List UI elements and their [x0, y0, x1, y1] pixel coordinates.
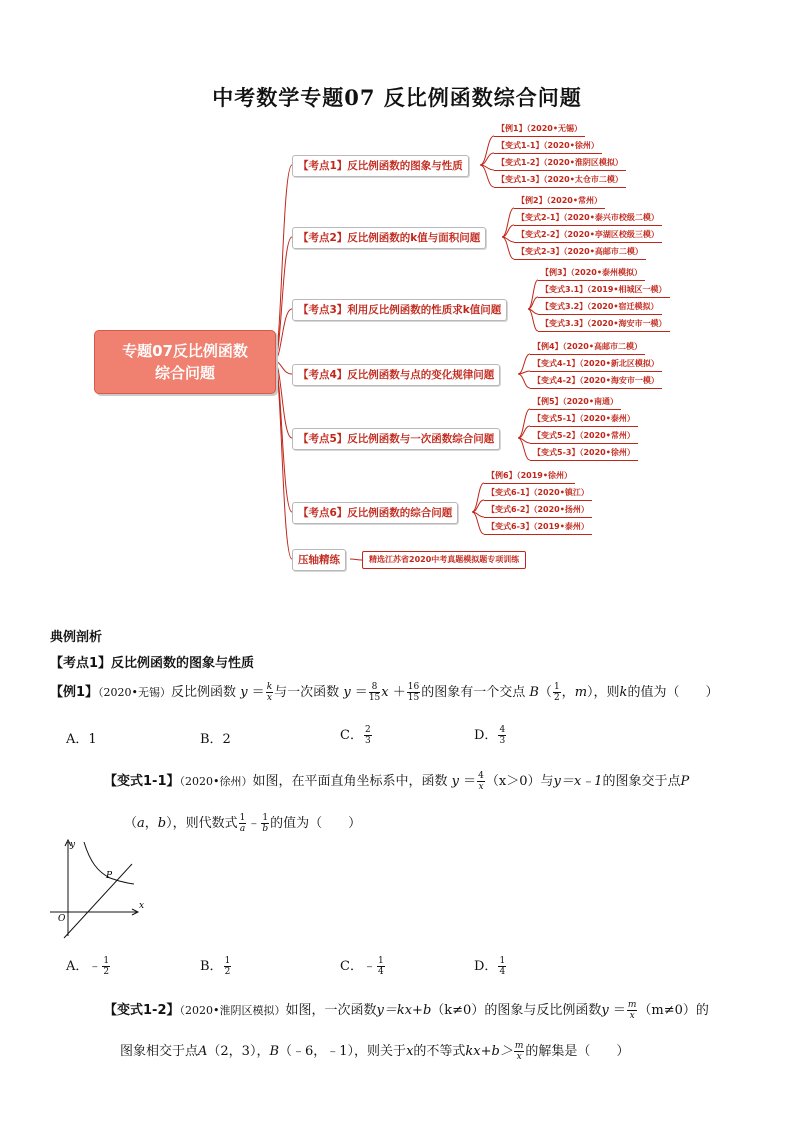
- fraction-den: x: [629, 1011, 635, 1021]
- fraction-num: 1: [103, 956, 110, 966]
- example-1: 【例1】（2020•无锡）反比例函数 y ＝ $\frac{k}{x}$ 与一次函数 y ＝ $\frac{8}{15}$ x ＋ $\frac{16}{15}$ 的图象有一个交点 B（ $\frac{1}{2}$ ，m），则k的值为（ ）: [50, 682, 719, 703]
- mindmap-node-3: 【考点3】利用反比例函数的性质求k值问题: [292, 299, 507, 321]
- mindmap-press-leaf: 精选江苏省2020中考真题模拟题专项训练: [362, 551, 526, 569]
- text: 的图象有一个交点: [421, 685, 526, 700]
- fraction-num: m: [514, 1041, 524, 1051]
- text: （: [124, 816, 138, 831]
- text: ，则: [593, 685, 620, 700]
- mindmap-leaf: 【变式1-2】（2020•淮阴区模拟）: [494, 155, 626, 171]
- topic-heading: 【考点1】反比例函数的图象与性质: [50, 656, 255, 671]
- mindmap-leaf: 【变式3.3】（2020•海安市一模）: [538, 316, 670, 332]
- mindmap-leaf: 【变式6-1】（2020•镇江）: [484, 485, 592, 501]
- mindmap-leaf: 【例4】（2020•高邮市二模）: [530, 339, 645, 355]
- inequality: kx+b＞: [465, 1044, 513, 1059]
- fraction-num: 16: [407, 682, 420, 692]
- fraction-num: 2: [364, 725, 371, 735]
- section-heading: 典例剖析: [50, 630, 103, 645]
- var-k: k: [619, 685, 628, 700]
- page-title: 中考数学专题07 反比例函数综合问题: [212, 85, 582, 110]
- graph-point-label: P: [106, 871, 113, 881]
- option-label: C．﹣: [340, 959, 376, 974]
- line-equation: y＝x﹣1: [553, 774, 603, 789]
- fraction-num: 1: [499, 956, 506, 966]
- option-label: D．: [474, 728, 498, 743]
- fraction-den: b: [262, 824, 269, 834]
- text: 如图，一次函数: [285, 1003, 377, 1018]
- fraction: [627, 1000, 638, 1021]
- mindmap-leaf: 【变式2-2】（2020•亭湖区校级三模）: [514, 227, 662, 243]
- mindmap-leaf: 【变式1-1】（2020•徐州）: [494, 138, 602, 154]
- fraction: [514, 1041, 525, 1062]
- fraction-den: 4: [377, 967, 384, 977]
- option-label: B．: [200, 959, 223, 974]
- v11-option-a: [66, 955, 111, 977]
- fraction-den: 3: [499, 736, 506, 746]
- fraction-num: 1: [377, 956, 384, 966]
- fraction-den: a: [239, 824, 246, 834]
- text: 的图象交于点: [602, 774, 681, 789]
- mindmap-leaf: 【变式4-1】（2020•新北区模拟）: [530, 356, 662, 372]
- mindmap-leaf: 【变式5-3】（2020•徐州）: [530, 445, 638, 461]
- variant-1-2: 【变式1-2】（2020•淮阴区模拟）如图，一次函数y＝kx+b（k≠0）的图象与反比例函数y ＝ $\frac{m}{x}$ （m≠0）的: [104, 1000, 709, 1021]
- mindmap-leaf: 【变式6-3】（2019•泰州）: [484, 519, 592, 535]
- text: （﹣6，﹣1），则关于: [279, 1044, 407, 1059]
- variant-source: （2020•徐州）: [179, 775, 253, 788]
- line-graph: [64, 864, 132, 938]
- example-tag: 【例1】: [50, 685, 99, 700]
- point-b: B: [269, 1044, 280, 1059]
- point-label: B: [529, 685, 539, 700]
- mindmap-leaf: 【变式5-1】（2020•泰州）: [530, 411, 638, 427]
- option-label: A．﹣: [66, 959, 102, 974]
- fraction-num: 8: [369, 682, 380, 693]
- text: 的解集是（ ）: [525, 1044, 630, 1059]
- mindmap-leaf: 【例6】（2019•徐州）: [484, 468, 575, 484]
- fraction-num: 1: [224, 956, 231, 966]
- text: 的值为（ ）: [270, 816, 362, 831]
- mindmap-node-1: 【考点1】反比例函数的图象与性质: [292, 155, 469, 177]
- v11-option-c: [340, 955, 386, 977]
- text: ），则代数式: [166, 816, 238, 831]
- text: 如图，在平面直角坐标系中，函数: [252, 774, 448, 789]
- fraction-den: 4: [499, 967, 506, 977]
- fraction: [553, 682, 561, 703]
- point-label: P: [680, 774, 690, 789]
- mindmap-leaf: 【例3】（2020•泰州模拟）: [538, 265, 645, 281]
- fraction: [407, 682, 420, 703]
- mindmap-root-line1: 专题07反比例函数: [122, 342, 248, 360]
- var-a: a: [137, 816, 145, 831]
- graph-y-label: y: [70, 840, 76, 850]
- mindmap-leaf: 【变式4-2】（2020•海安市一模）: [530, 373, 662, 389]
- mindmap-leaf: 【变式2-3】（2020•高邮市二模）: [514, 244, 646, 260]
- fraction: [261, 813, 269, 834]
- fraction: [477, 771, 485, 792]
- fraction-den: x: [478, 782, 484, 792]
- function-graph: [46, 836, 146, 944]
- mindmap-leaf: 【变式3.1】（2019•相城区一模）: [538, 282, 670, 298]
- fraction-den: 3: [364, 736, 371, 746]
- text: 的值为（ ）: [627, 685, 719, 700]
- mindmap-leaf: 【变式2-1】（2020•泰兴市校级二模）: [514, 210, 662, 226]
- point-a: A: [198, 1044, 208, 1059]
- fraction-num: 4: [478, 771, 484, 781]
- fraction-num: k: [266, 682, 273, 692]
- variant-1-1: 【变式1-1】（2020•徐州）如图，在平面直角坐标系中，函数 y ＝ $\frac{4}{x}$ （x＞0）与y＝x﹣1的图象交于点P: [104, 771, 690, 792]
- mindmap-leaf: 【变式1-3】（2020•太仓市二模）: [494, 172, 626, 188]
- mindmap-root: [94, 330, 276, 394]
- v11-option-b: [200, 955, 232, 977]
- line-equation: y＝kx+b: [376, 1003, 432, 1018]
- fraction-den: 15: [368, 693, 381, 703]
- variant-source: （2020•淮阴区模拟）: [179, 1004, 286, 1017]
- text: （2，3），: [207, 1044, 270, 1059]
- mindmap-root-line2: 综合问题: [154, 364, 215, 382]
- fraction-num: 1: [553, 682, 560, 692]
- v11-option-d: [474, 955, 507, 977]
- mindmap-leaf: 【例5】（2020•南通）: [530, 394, 621, 410]
- fraction-den: 2: [103, 967, 110, 977]
- fraction-num: 1: [239, 813, 246, 823]
- example-source: （2020•无锡）: [98, 686, 172, 699]
- mindmap-node-5: 【考点5】反比例函数与一次函数综合问题: [292, 428, 500, 450]
- var-b: b: [157, 816, 167, 831]
- fraction-num: 1: [262, 813, 269, 823]
- text: 反比例函数: [171, 685, 237, 700]
- variant-1-2-line2: [120, 1040, 629, 1062]
- text: 的不等式: [413, 1044, 466, 1059]
- fraction-num: 4: [499, 725, 506, 735]
- mindmap-leaf: 【变式5-2】（2020•常州）: [530, 428, 638, 444]
- mindmap-leaf: 【变式6-2】（2020•扬州）: [484, 502, 592, 518]
- variant-tag: 【变式1-1】: [104, 774, 180, 789]
- option-b: B．2: [200, 732, 231, 747]
- mindmap-leaf: 【变式3.2】（2020•宿迁模拟）: [538, 299, 662, 315]
- mindmap-node-press: 压轴精练: [292, 549, 346, 571]
- mindmap-node-4: 【考点4】反比例函数与点的变化规律问题: [292, 364, 500, 386]
- option-d: [474, 724, 507, 746]
- text: 与一次函数: [274, 685, 340, 700]
- option-label: C．: [340, 728, 363, 743]
- mindmap-leaf: 【例1】（2020•无锡）: [494, 121, 585, 137]
- fraction-den: x: [266, 693, 272, 703]
- fraction-num: m: [627, 1000, 637, 1010]
- fraction: [239, 813, 247, 834]
- text: （x＞0）与: [485, 774, 554, 789]
- fraction-den: 2: [553, 693, 560, 703]
- option-a: A．1: [66, 732, 97, 747]
- text: （k≠0）的图象与反比例函数: [431, 1003, 602, 1018]
- graph-origin-label: O: [58, 914, 66, 924]
- fraction-den: x: [516, 1052, 522, 1062]
- mindmap-node-2: 【考点2】反比例函数的k值与面积问题: [292, 227, 486, 249]
- fraction-den: 15: [407, 693, 420, 703]
- mindmap-node-6: 【考点6】反比例函数的综合问题: [292, 502, 458, 524]
- graph-x-label: x: [139, 901, 145, 911]
- option-c: [340, 724, 373, 746]
- fraction: [266, 682, 273, 703]
- var-m: m: [574, 685, 588, 700]
- text: ，: [144, 816, 158, 831]
- text: （m≠0）的: [638, 1003, 709, 1018]
- text: 图象相交于点: [120, 1044, 199, 1059]
- option-label: D．: [474, 959, 498, 974]
- var-x: x: [406, 1044, 414, 1059]
- fraction: [369, 682, 380, 703]
- mindmap-leaf: 【例2】（2020•常州）: [514, 193, 605, 209]
- variant-tag: 【变式1-2】: [104, 1003, 180, 1018]
- fraction-den: 2: [224, 967, 231, 977]
- variant-1-1-line2: （a，b），则代数式 $\frac{1}{a}$ ﹣ $\frac{1}{b}$ 的值为（ ）: [124, 813, 362, 834]
